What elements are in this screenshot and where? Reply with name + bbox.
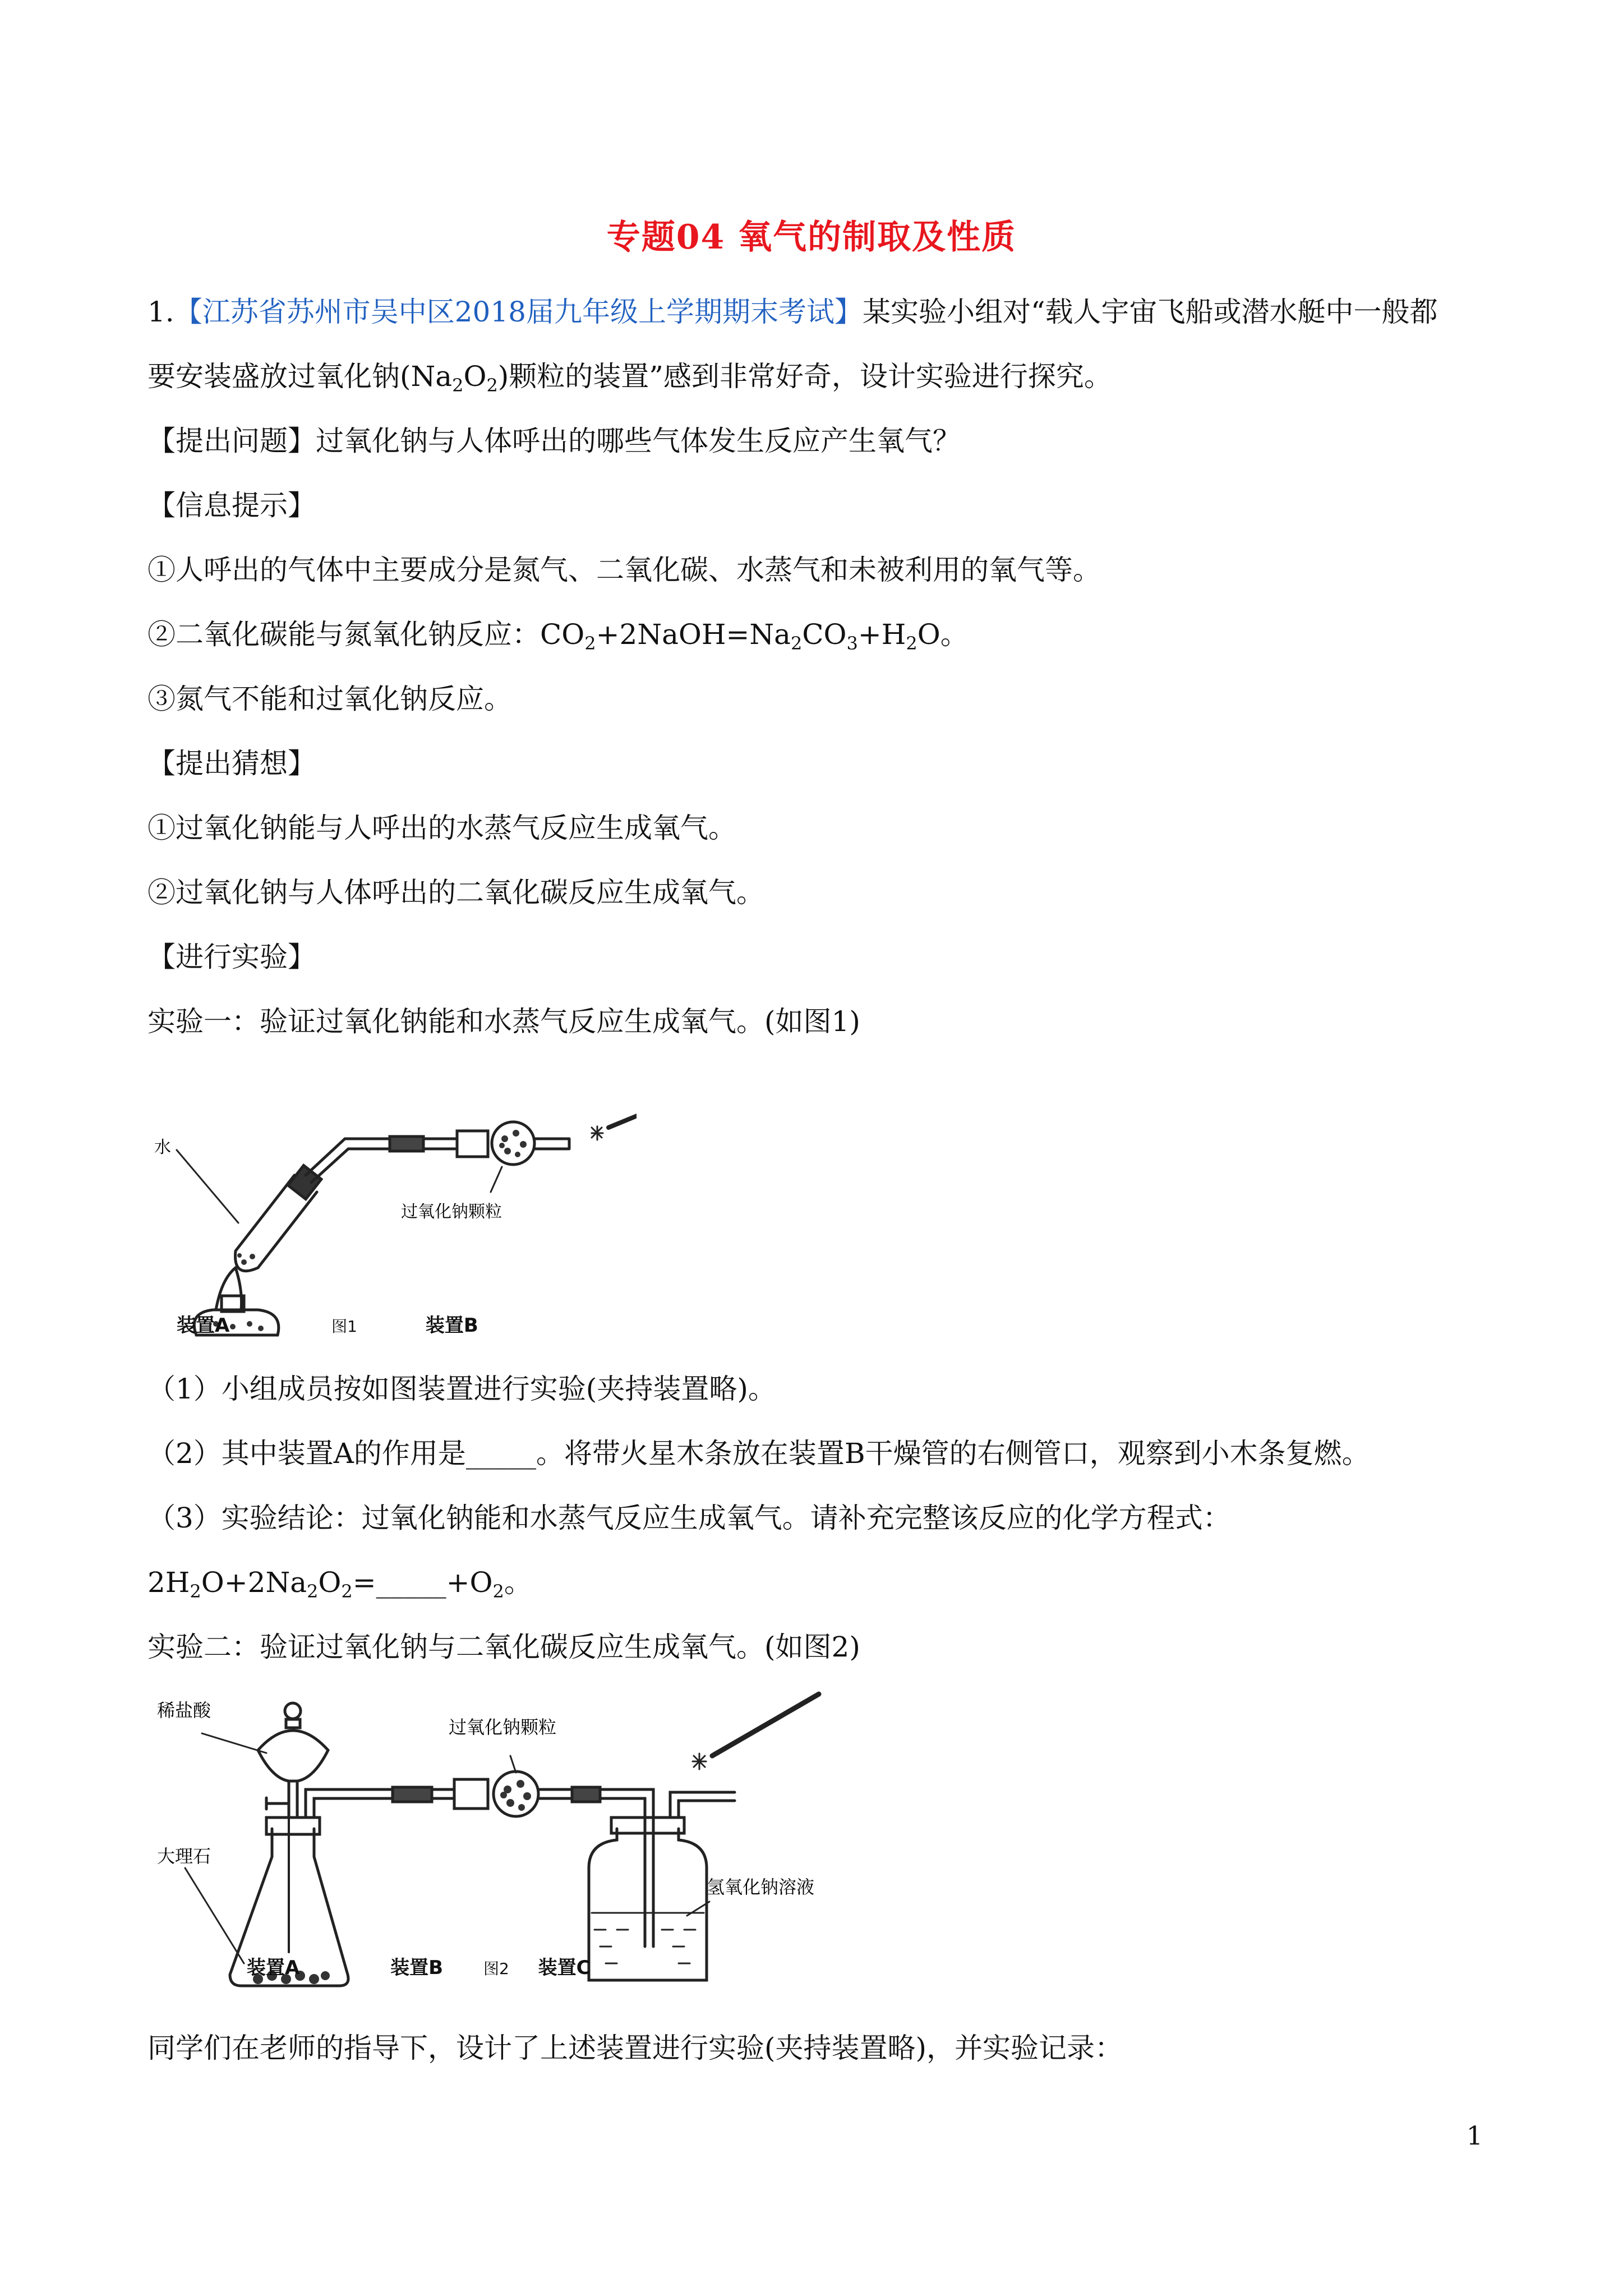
label-water: 水 xyxy=(154,1138,171,1157)
figure-2-label: 图2 xyxy=(483,1959,509,1978)
granules-dots xyxy=(213,1130,527,1331)
figure-2-captions xyxy=(247,1952,808,1980)
subscript: 2 xyxy=(452,375,464,396)
page-number: 1 xyxy=(1466,2120,1483,2151)
subscript: 2 xyxy=(486,375,498,396)
bottle-stopper xyxy=(611,1818,684,1833)
subscript: 2 xyxy=(584,633,596,654)
rubber-joint xyxy=(393,1787,432,1802)
funnel-stopcock xyxy=(266,1798,289,1809)
closing-text: 同学们在老师的指导下，设计了上述装置进行实验(夹持装置略)，并实验记录： xyxy=(147,2032,1123,2064)
figure-1-captions xyxy=(177,1310,625,1337)
info-item-1: ①人呼出的气体中主要成分是氮气、二氧化碳、水蒸气和未被利用的氧气等。 xyxy=(147,554,1101,586)
subscript: 2 xyxy=(790,633,803,654)
formula-text: CO xyxy=(802,618,847,651)
info-item-3: ③氮气不能和过氧化钠反应。 xyxy=(147,683,512,715)
equation-text: 。 xyxy=(504,1566,532,1599)
delivery-tube-c xyxy=(600,1789,653,1947)
label-granules: 过氧化钠颗粒 xyxy=(401,1202,502,1222)
delivery-tube xyxy=(311,1149,390,1182)
drying-bulb xyxy=(494,1772,538,1816)
formula-text: O。 xyxy=(917,618,969,651)
info-item-2 xyxy=(147,617,969,652)
drying-tube-outlet xyxy=(534,1139,569,1149)
guess-item-1: ①过氧化钠能与人呼出的水蒸气反应生成氧气。 xyxy=(147,812,736,844)
rubber-joint xyxy=(390,1137,423,1151)
page-title: 专题04 氧气的制取及性质 xyxy=(606,218,1017,257)
spark-icon xyxy=(693,1754,706,1769)
equation-line xyxy=(147,1565,532,1600)
label-device-c: 装置C xyxy=(538,1957,591,1979)
separatory-funnel xyxy=(258,1731,328,1781)
label-marble: 大理石 xyxy=(157,1846,211,1867)
subscript: 2 xyxy=(341,1581,353,1602)
bottle-outlet-tube xyxy=(670,1792,735,1818)
drying-tube-body xyxy=(454,1779,488,1809)
experiment-heading: 【进行实验】 xyxy=(147,941,316,973)
funnel-stopper xyxy=(285,1703,301,1719)
drying-bulb xyxy=(492,1122,534,1165)
question-intro: 某实验小组对“载人宇宙飞船或潜水艇中一般都 xyxy=(862,296,1438,328)
label-pointer-granules xyxy=(510,1756,516,1773)
subscript: 2 xyxy=(492,1581,504,1602)
figure-1-apparatus xyxy=(143,1055,637,1346)
subscript: 2 xyxy=(906,633,917,654)
label-device-b: 装置B xyxy=(390,1957,444,1979)
subscript: 2 xyxy=(307,1581,319,1602)
label-pointer xyxy=(491,1167,502,1192)
question-heading: 【提出问题】过氧化钠与人体呼出的哪些气体发生反应产生氧气？ xyxy=(147,425,961,457)
flask-stopper xyxy=(266,1818,320,1834)
label-pointer xyxy=(177,1150,238,1223)
intro-text: O xyxy=(463,360,487,393)
drying-tube-body xyxy=(457,1131,488,1157)
info-heading: 【信息提示】 xyxy=(147,489,316,522)
label-naoh-solution: 氢氧化钠溶液 xyxy=(707,1876,815,1898)
question-number: 1. xyxy=(147,296,174,328)
label-granules: 过氧化钠颗粒 xyxy=(449,1717,557,1738)
experiment-1-title: 实验一：验证过氧化钠能和水蒸气反应生成氧气。(如图1) xyxy=(147,1005,860,1038)
spark-icon xyxy=(592,1126,603,1140)
question-1-line-1 xyxy=(147,295,1438,329)
question-1-line-2 xyxy=(147,359,1112,394)
step-2: （2）其中装置A的作用是_____。将带火星木条放在装置B干燥管的右侧管口，观察到小木条复燃。 xyxy=(147,1437,1370,1470)
funnel-stem xyxy=(289,1781,297,1818)
equation-text: 2H xyxy=(147,1566,190,1599)
equation-text: =_____+O xyxy=(352,1566,493,1599)
intro-text: 要安装盛放过氧化钠(Na xyxy=(147,360,453,393)
guess-item-2: ②过氧化钠与人体呼出的二氧化碳反应生成氧气。 xyxy=(147,876,764,909)
equation-text: O xyxy=(318,1566,342,1599)
glowing-splint xyxy=(712,1694,819,1756)
step-3: （3）实验结论：过氧化钠能和水蒸气反应生成氧气。请补充完整该反应的化学方程式： xyxy=(147,1502,1231,1534)
subscript: 3 xyxy=(846,633,858,654)
label-pointer-marble xyxy=(185,1868,244,1963)
formula-text: ②二氧化碳能与氮氧化钠反应：CO xyxy=(147,618,585,651)
formula-text: +2NaOH=Na xyxy=(596,618,791,651)
flame xyxy=(216,1268,242,1310)
flask-outlet-tube xyxy=(306,1789,393,1818)
subscript: 2 xyxy=(190,1581,201,1602)
label-pointer-acid xyxy=(202,1733,266,1753)
delivery-tube xyxy=(306,1139,390,1175)
question-source: 【江苏省苏州市吴中区2018届九年级上学期期末考试】 xyxy=(174,296,863,328)
intro-text: )颗粒的装置”感到非常好奇，设计实验进行探究。 xyxy=(497,360,1112,393)
figure-1-label: 图1 xyxy=(331,1317,357,1336)
rubber-joint-2 xyxy=(572,1787,600,1802)
guess-heading: 【提出猜想】 xyxy=(147,747,316,780)
figure-2-apparatus xyxy=(146,1683,852,1997)
label-acid: 稀盐酸 xyxy=(157,1700,211,1721)
glowing-splint xyxy=(608,1088,637,1128)
label-device-b: 装置B xyxy=(425,1314,478,1337)
drying-tube-neck xyxy=(423,1139,457,1149)
label-device-a: 装置A xyxy=(247,1957,300,1979)
label-device-a: 装置A xyxy=(177,1314,230,1337)
funnel-neck xyxy=(286,1719,300,1728)
step-1: （1）小组成员按如图装置进行实验(夹持装置略)。 xyxy=(147,1373,776,1405)
experiment-2-title: 实验二：验证过氧化钠与二氧化碳反应生成氧气。(如图2) xyxy=(147,1631,860,1663)
drying-tube-neck xyxy=(432,1789,454,1798)
equation-text: O+2Na xyxy=(201,1566,307,1599)
formula-text: +H xyxy=(857,618,906,651)
